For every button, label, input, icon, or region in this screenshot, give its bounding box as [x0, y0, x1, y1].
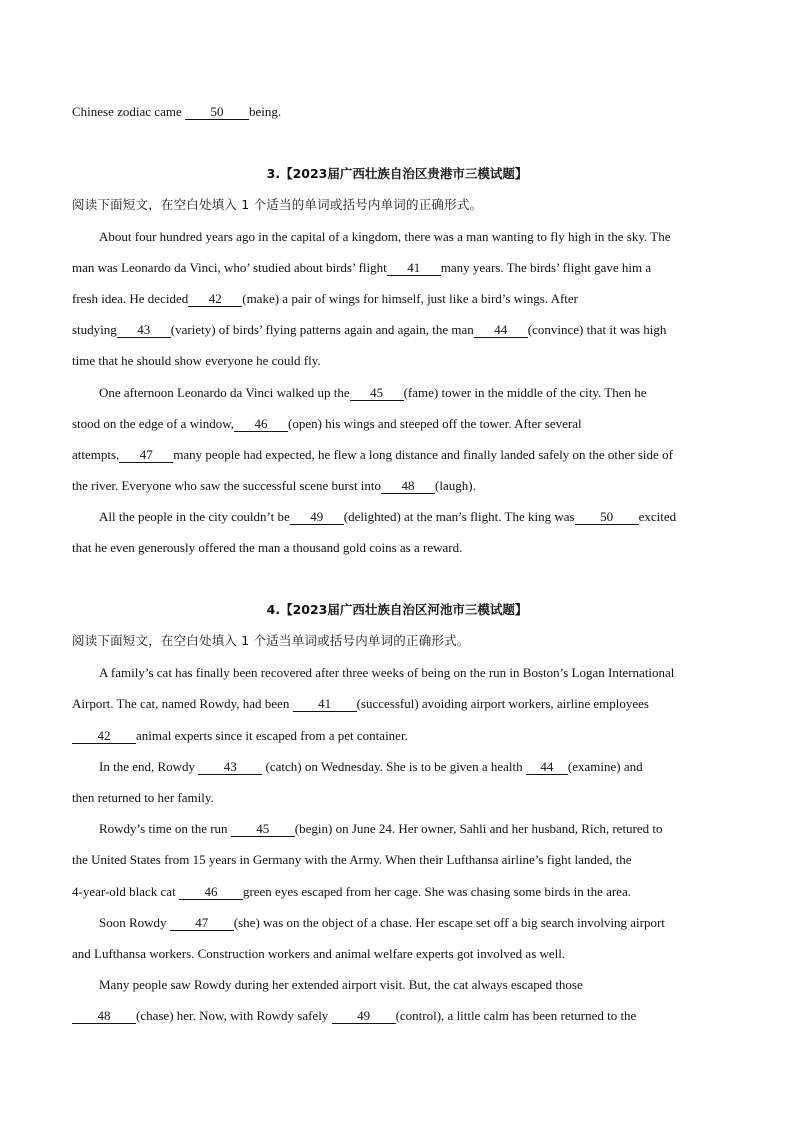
- text-line: Many people saw Rowdy during her extended airport visit. But, the cat always escaped those: [99, 977, 583, 992]
- text-line: Chinese zodiac came 50 being.: [72, 104, 282, 119]
- answer-blank[interactable]: 43: [198, 759, 262, 775]
- answer-blank[interactable]: 50: [575, 509, 639, 525]
- text-line: fresh idea. He decided 42 (make) a pair of wings for himself, just like a bird’s wings. After: [72, 291, 578, 306]
- answer-blank[interactable]: 44: [526, 759, 568, 775]
- answer-blank[interactable]: 42: [72, 728, 136, 744]
- answer-blank[interactable]: 45: [350, 385, 404, 401]
- text-line: the United States from 15 years in Germany with the Army. When their Lufthansa airline’s fight landed, the: [72, 852, 632, 867]
- text-line: A family’s cat has finally been recovered after three weeks of being on the run in Boston’s Logan International: [99, 665, 675, 680]
- text-line: that he even generously offered the man a thousand gold coins as a reward.: [72, 540, 463, 555]
- answer-blank[interactable]: 45: [231, 821, 295, 837]
- answer-blank[interactable]: 48: [72, 1008, 136, 1024]
- answer-blank[interactable]: 46: [179, 884, 243, 900]
- instruction: 阅读下面短文，在空白处填入 1 个适当单词或括号内单词的正确形式。: [72, 633, 470, 648]
- text-line: studying 43 (variety) of birds’ flying patterns again and again, the man 44 (convince) that it was high: [72, 322, 667, 337]
- answer-blank[interactable]: 47: [170, 915, 234, 931]
- answer-blank[interactable]: 50: [185, 104, 249, 120]
- text-line: Soon Rowdy 47 (she) was on the object of a chase. Her escape set off a big search involving airport: [99, 915, 665, 930]
- text-line: All the people in the city couldn’t be 49 (delighted) at the man’s flight. The king was 50 excited: [99, 509, 677, 524]
- answer-blank[interactable]: 48: [381, 478, 435, 494]
- answer-blank[interactable]: 41: [293, 696, 357, 712]
- answer-blank[interactable]: 42: [188, 291, 242, 307]
- text-line: attempts, 47 many people had expected, he flew a long distance and finally landed safely on the other side of: [72, 447, 673, 462]
- answer-blank[interactable]: 41: [387, 260, 441, 276]
- section-heading: 4.【2023届广西壮族自治区河池市三模试题】: [266, 602, 528, 617]
- text-line: then returned to her family.: [72, 790, 214, 805]
- answer-blank[interactable]: 47: [119, 447, 173, 463]
- text-line: and Lufthansa workers. Construction workers and animal welfare experts got involved as well.: [72, 946, 566, 961]
- answer-blank[interactable]: 43: [117, 322, 171, 338]
- text-line: Airport. The cat, named Rowdy, had been 41 (successful) avoiding airport workers, airline employees: [72, 696, 649, 711]
- answer-blank[interactable]: 49: [332, 1008, 396, 1024]
- section-heading: 3.【2023届广西壮族自治区贵港市三模试题】: [266, 166, 528, 181]
- text-line: In the end, Rowdy 43 (catch) on Wednesday. She is to be given a health 44 (examine) and: [99, 759, 643, 774]
- text-line: 42 animal experts since it escaped from a pet container.: [72, 727, 408, 745]
- text-line: time that he should show everyone he could fly.: [72, 353, 321, 368]
- answer-blank[interactable]: 46: [234, 416, 288, 432]
- text-line: man was Leonardo da Vinci, who’ studied about birds’ flight 41 many years. The birds’ flight gave him a: [72, 260, 652, 275]
- text-line: One afternoon Leonardo da Vinci walked up the 45 (fame) tower in the middle of the city. Then he: [99, 385, 647, 400]
- text-line: the river. Everyone who saw the successful scene burst into 48 (laugh).: [72, 478, 476, 493]
- text-line: stood on the edge of a window, 46 (open) his wings and steeped off the tower. After several: [72, 416, 582, 431]
- answer-blank[interactable]: 44: [474, 322, 528, 338]
- answer-blank[interactable]: 49: [290, 509, 344, 525]
- text-line: About four hundred years ago in the capital of a kingdom, there was a man wanting to fly high in the sky. The: [99, 229, 671, 244]
- instruction: 阅读下面短文，在空白处填入 1 个适当的单词或括号内单词的正确形式。: [72, 197, 483, 212]
- text-line: 48 (chase) her. Now, with Rowdy safely 49 (control), a little calm has been returned to the: [72, 1007, 636, 1025]
- text-line: 4-year-old black cat 46 green eyes escaped from her cage. She was chasing some birds in the area.: [72, 884, 631, 899]
- text-line: Rowdy’s time on the run 45 (begin) on June 24. Her owner, Sahli and her husband, Rich, retured to: [99, 821, 663, 836]
